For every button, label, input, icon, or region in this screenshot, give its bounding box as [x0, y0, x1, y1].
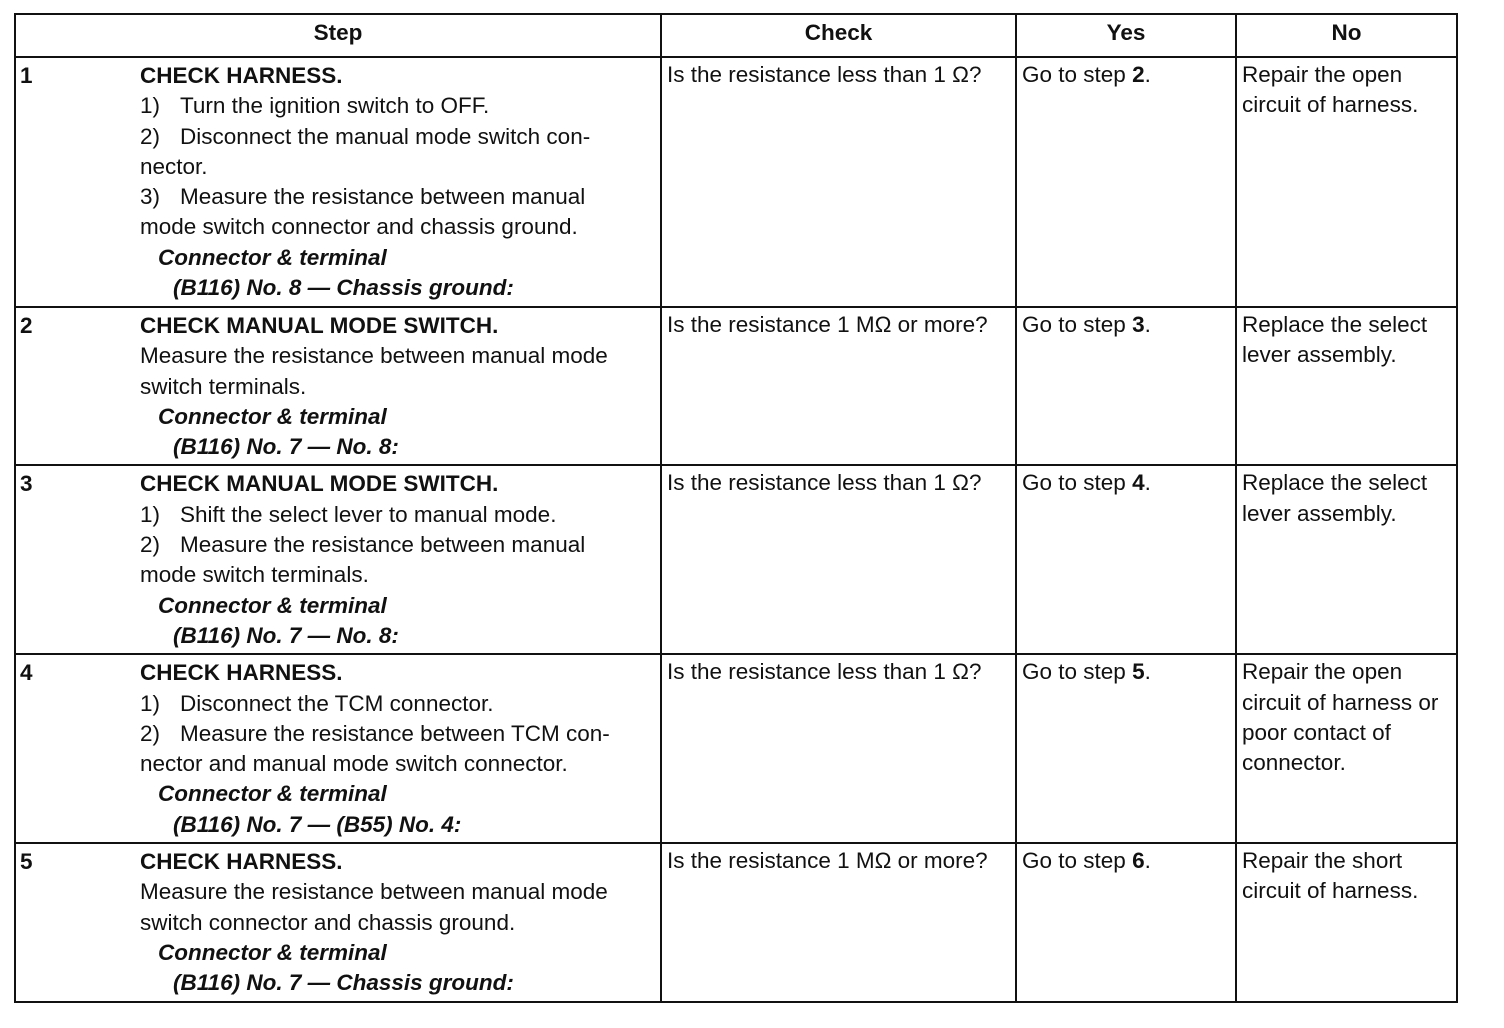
step-title: CHECK HARNESS.: [140, 63, 343, 88]
yes-prefix: Go to step: [1022, 470, 1133, 496]
step-number: 5: [20, 849, 33, 875]
yes-step-number: 4: [1132, 470, 1145, 496]
step-cell: [15, 465, 661, 654]
step-line: [140, 122, 655, 152]
step-line: [140, 152, 655, 182]
connector-spec: (B116) No. 7 — Chassis ground:: [173, 970, 514, 996]
header-row: [15, 14, 1457, 57]
yes-cell: [1016, 307, 1236, 465]
check-cell: Is the resistance 1 MΩ or more?: [661, 843, 1016, 1001]
substep-number: 1): [140, 690, 161, 716]
no-cell: Replace the select lever assembly.: [1236, 307, 1457, 465]
check-cell: Is the resistance less than 1 Ω?: [661, 465, 1016, 654]
connector-label: Connector & terminal: [158, 939, 387, 965]
check-cell: Is the resistance 1 MΩ or more?: [661, 307, 1016, 465]
step-body: [140, 468, 655, 651]
step-cell: [15, 654, 661, 843]
step-body: [140, 310, 655, 462]
yes-cell: [1016, 57, 1236, 307]
step-cell: [15, 307, 661, 465]
diagnostic-table: [14, 13, 1458, 1003]
no-cell: Repair the short circuit of harness.: [1236, 843, 1457, 1001]
yes-cell: [1016, 843, 1236, 1001]
step-body: [140, 60, 655, 303]
step-line: [140, 500, 655, 530]
step-number: 1: [20, 63, 33, 88]
yes-suffix: .: [1144, 312, 1151, 337]
substep-text: Measure the resistance between manual mode: [140, 343, 608, 369]
yes-cell: [1016, 654, 1236, 843]
step-line: [140, 372, 655, 402]
connector-spec: (B116) No. 7 — (B55) No. 4:: [173, 811, 462, 837]
step-line: [140, 91, 655, 121]
step-line: [140, 877, 655, 907]
step-title: CHECK HARNESS.: [140, 660, 343, 686]
substep-text: Shift the select lever to manual mode.: [180, 501, 557, 527]
connector-spec: (B116) No. 7 — No. 8:: [173, 622, 399, 648]
no-cell: Replace the select lever assembly.: [1236, 465, 1457, 654]
connector-label: Connector & terminal: [158, 244, 387, 270]
substep-number: 2): [140, 720, 161, 746]
substep-number: 3): [140, 184, 161, 210]
step-line: [140, 560, 655, 590]
step-line: [140, 212, 655, 242]
step-line: [140, 719, 655, 749]
connector-label: Connector & terminal: [158, 592, 387, 618]
step-title: CHECK MANUAL MODE SWITCH.: [140, 313, 499, 338]
substep-text: Disconnect the TCM connector.: [180, 690, 494, 716]
table-row: [15, 307, 1457, 465]
yes-step-number: 3: [1132, 312, 1145, 337]
step-line: [140, 908, 655, 938]
yes-suffix: .: [1144, 848, 1151, 874]
yes-step-number: 2: [1132, 62, 1145, 87]
yes-suffix: .: [1144, 470, 1151, 496]
step-line: [140, 749, 655, 779]
step-cell: [15, 843, 661, 1001]
check-cell: Is the resistance less than 1 Ω?: [661, 654, 1016, 843]
substep-text: Measure the resistance between TCM con-: [180, 720, 610, 746]
check-cell: Is the resistance less than 1 Ω?: [661, 57, 1016, 307]
yes-prefix: Go to step: [1022, 659, 1133, 685]
substep-text: Measure the resistance between manual mode: [140, 879, 608, 905]
header-check: Check: [661, 14, 1016, 57]
header-no: No: [1236, 14, 1457, 57]
header-step: Step: [15, 14, 661, 57]
step-body: [140, 657, 655, 840]
yes-step-number: 5: [1132, 659, 1145, 685]
substep-text: Measure the resistance between manual: [180, 532, 586, 558]
step-line: [140, 341, 655, 371]
connector-label: Connector & terminal: [158, 781, 387, 807]
substep-text: Turn the ignition switch to OFF.: [180, 93, 490, 119]
step-line: [140, 530, 655, 560]
connector-spec: (B116) No. 8 — Chassis ground:: [173, 275, 514, 301]
table-row: [15, 465, 1457, 654]
substep-text: mode switch terminals.: [140, 562, 369, 588]
step-body: [140, 846, 655, 998]
substep-text: mode switch connector and chassis ground.: [140, 214, 578, 240]
step-line: [140, 182, 655, 212]
substep-number: 2): [140, 123, 161, 149]
table-row: [15, 654, 1457, 843]
yes-prefix: Go to step: [1022, 312, 1133, 337]
connector-spec: (B116) No. 7 — No. 8:: [173, 434, 399, 460]
substep-number: 1): [140, 501, 161, 527]
substep-text: Disconnect the manual mode switch con-: [180, 123, 591, 149]
step-title: CHECK HARNESS.: [140, 849, 343, 875]
substep-number: 2): [140, 532, 161, 558]
substep-text: nector.: [140, 153, 208, 179]
step-cell: [15, 57, 661, 307]
header-yes: Yes: [1016, 14, 1236, 57]
table-row: [15, 57, 1457, 307]
substep-text: Measure the resistance between manual: [180, 184, 586, 210]
yes-suffix: .: [1144, 659, 1151, 685]
no-cell: Repair the open circuit of harness.: [1236, 57, 1457, 307]
step-title: CHECK MANUAL MODE SWITCH.: [140, 471, 499, 497]
step-number: 4: [20, 660, 33, 686]
yes-step-number: 6: [1132, 848, 1145, 874]
substep-number: 1): [140, 93, 161, 119]
yes-suffix: .: [1144, 62, 1151, 87]
yes-prefix: Go to step: [1022, 62, 1133, 87]
substep-text: nector and manual mode switch connector.: [140, 751, 568, 777]
step-line: [140, 689, 655, 719]
yes-cell: [1016, 465, 1236, 654]
yes-prefix: Go to step: [1022, 848, 1133, 874]
substep-text: switch terminals.: [140, 373, 307, 399]
no-cell: Repair the open circuit of harness or poor contact of connector.: [1236, 654, 1457, 843]
connector-label: Connector & terminal: [158, 403, 387, 429]
substep-text: switch connector and chassis ground.: [140, 909, 516, 935]
table-row: [15, 843, 1457, 1001]
step-number: 2: [20, 313, 33, 338]
step-number: 3: [20, 471, 33, 497]
